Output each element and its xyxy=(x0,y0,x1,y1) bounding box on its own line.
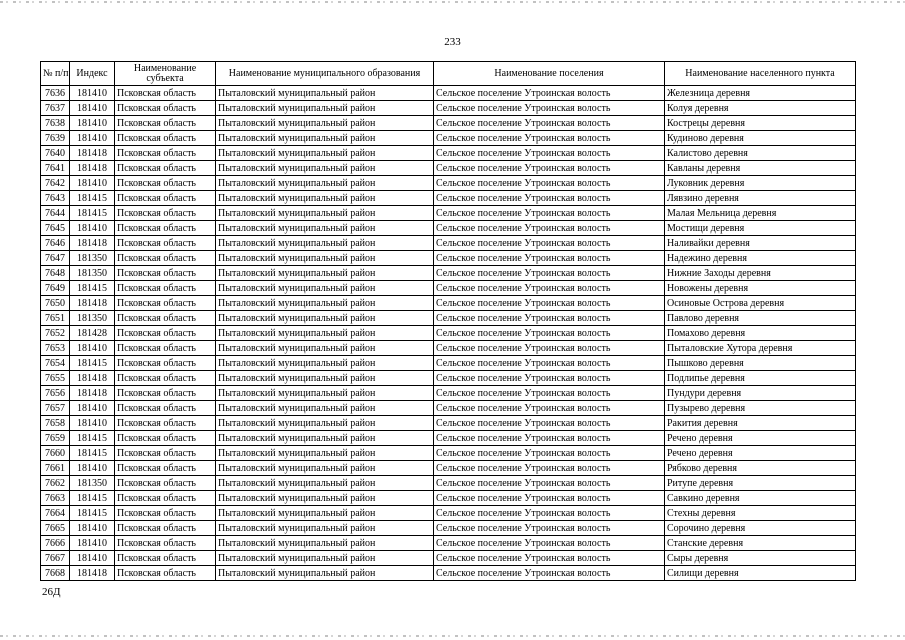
cell-settlement: Сельское поселение Утроинская волость xyxy=(434,536,665,551)
cell-subject: Псковская область xyxy=(115,146,216,161)
cell-subject: Псковская область xyxy=(115,491,216,506)
cell-index: 181410 xyxy=(70,401,115,416)
table-row xyxy=(41,146,856,161)
cell-settlement: Сельское поселение Утроинская волость xyxy=(434,146,665,161)
cell-num: 7663 xyxy=(41,491,70,506)
cell-locality: Пундури деревня xyxy=(665,386,856,401)
cell-settlement: Сельское поселение Утроинская волость xyxy=(434,521,665,536)
cell-index: 181415 xyxy=(70,446,115,461)
table-row xyxy=(41,341,856,356)
cell-locality: Калистово деревня xyxy=(665,146,856,161)
cell-municipality: Пыталовский муниципальный район xyxy=(216,86,434,101)
cell-municipality: Пыталовский муниципальный район xyxy=(216,461,434,476)
cell-municipality: Пыталовский муниципальный район xyxy=(216,176,434,191)
cell-municipality: Пыталовский муниципальный район xyxy=(216,551,434,566)
cell-index: 181418 xyxy=(70,566,115,581)
table-row xyxy=(41,101,856,116)
cell-municipality: Пыталовский муниципальный район xyxy=(216,236,434,251)
cell-index: 181418 xyxy=(70,161,115,176)
cell-num: 7653 xyxy=(41,341,70,356)
cell-settlement: Сельское поселение Утроинская волость xyxy=(434,86,665,101)
cell-locality: Силищи деревня xyxy=(665,566,856,581)
table-row xyxy=(41,416,856,431)
cell-municipality: Пыталовский муниципальный район xyxy=(216,536,434,551)
cell-locality: Речено деревня xyxy=(665,446,856,461)
cell-num: 7662 xyxy=(41,476,70,491)
cell-index: 181415 xyxy=(70,281,115,296)
cell-num: 7648 xyxy=(41,266,70,281)
cell-index: 181410 xyxy=(70,221,115,236)
cell-num: 7644 xyxy=(41,206,70,221)
cell-municipality: Пыталовский муниципальный район xyxy=(216,161,434,176)
cell-subject: Псковская область xyxy=(115,476,216,491)
cell-subject: Псковская область xyxy=(115,191,216,206)
cell-num: 7641 xyxy=(41,161,70,176)
table-row xyxy=(41,86,856,101)
cell-index: 181418 xyxy=(70,296,115,311)
page-number: 233 xyxy=(444,36,461,48)
cell-settlement: Сельское поселение Утроинская волость xyxy=(434,431,665,446)
table-row xyxy=(41,431,856,446)
cell-locality: Нижние Заходы деревня xyxy=(665,266,856,281)
table-row xyxy=(41,311,856,326)
cell-subject: Псковская область xyxy=(115,236,216,251)
cell-municipality: Пыталовский муниципальный район xyxy=(216,146,434,161)
cell-settlement: Сельское поселение Утроинская волость xyxy=(434,416,665,431)
cell-num: 7638 xyxy=(41,116,70,131)
cell-settlement: Сельское поселение Утроинская волость xyxy=(434,206,665,221)
cell-locality: Кудиново деревня xyxy=(665,131,856,146)
cell-index: 181415 xyxy=(70,491,115,506)
cell-municipality: Пыталовский муниципальный район xyxy=(216,311,434,326)
cell-subject: Псковская область xyxy=(115,206,216,221)
cell-locality: Савкино деревня xyxy=(665,491,856,506)
cell-num: 7652 xyxy=(41,326,70,341)
cell-index: 181410 xyxy=(70,341,115,356)
table-row xyxy=(41,266,856,281)
cell-locality: Рябково деревня xyxy=(665,461,856,476)
table-row xyxy=(41,446,856,461)
cell-locality: Пузырево деревня xyxy=(665,401,856,416)
cell-index: 181350 xyxy=(70,311,115,326)
cell-settlement: Сельское поселение Утроинская волость xyxy=(434,101,665,116)
cell-num: 7640 xyxy=(41,146,70,161)
cell-num: 7643 xyxy=(41,191,70,206)
cell-index: 181415 xyxy=(70,191,115,206)
table-row xyxy=(41,521,856,536)
cell-settlement: Сельское поселение Утроинская волость xyxy=(434,236,665,251)
cell-num: 7659 xyxy=(41,431,70,446)
table-row xyxy=(41,386,856,401)
cell-locality: Пыталовские Хутора деревня xyxy=(665,341,856,356)
cell-municipality: Пыталовский муниципальный район xyxy=(216,506,434,521)
cell-settlement: Сельское поселение Утроинская волость xyxy=(434,461,665,476)
table-row xyxy=(41,326,856,341)
cell-locality: Сорочино деревня xyxy=(665,521,856,536)
cell-index: 181415 xyxy=(70,431,115,446)
cell-subject: Псковская область xyxy=(115,431,216,446)
table-row xyxy=(41,281,856,296)
table-row xyxy=(41,551,856,566)
cell-index: 181410 xyxy=(70,116,115,131)
cell-settlement: Сельское поселение Утроинская волость xyxy=(434,476,665,491)
cell-settlement: Сельское поселение Утроинская волость xyxy=(434,131,665,146)
cell-settlement: Сельское поселение Утроинская волость xyxy=(434,326,665,341)
cell-locality: Сыры деревня xyxy=(665,551,856,566)
table-row xyxy=(41,491,856,506)
cell-municipality: Пыталовский муниципальный район xyxy=(216,296,434,311)
footer-note: 26Д xyxy=(42,586,61,598)
cell-settlement: Сельское поселение Утроинская волость xyxy=(434,116,665,131)
cell-subject: Псковская область xyxy=(115,521,216,536)
cell-settlement: Сельское поселение Утроинская волость xyxy=(434,266,665,281)
cell-settlement: Сельское поселение Утроинская волость xyxy=(434,446,665,461)
cell-municipality: Пыталовский муниципальный район xyxy=(216,476,434,491)
cell-municipality: Пыталовский муниципальный район xyxy=(216,281,434,296)
cell-municipality: Пыталовский муниципальный район xyxy=(216,101,434,116)
cell-locality: Ракития деревня xyxy=(665,416,856,431)
cell-num: 7650 xyxy=(41,296,70,311)
cell-num: 7649 xyxy=(41,281,70,296)
cell-num: 7639 xyxy=(41,131,70,146)
header-settlement: Наименование поселения xyxy=(434,62,665,86)
cell-subject: Псковская область xyxy=(115,221,216,236)
cell-locality: Колуя деревня xyxy=(665,101,856,116)
table-row xyxy=(41,221,856,236)
cell-municipality: Пыталовский муниципальный район xyxy=(216,431,434,446)
cell-municipality: Пыталовский муниципальный район xyxy=(216,356,434,371)
cell-locality: Новожены деревня xyxy=(665,281,856,296)
cell-subject: Псковская область xyxy=(115,506,216,521)
cell-locality: Стехны деревня xyxy=(665,506,856,521)
cell-locality: Луковник деревня xyxy=(665,176,856,191)
cell-index: 181418 xyxy=(70,146,115,161)
locality-table xyxy=(40,61,856,581)
table-row xyxy=(41,476,856,491)
cell-settlement: Сельское поселение Утроинская волость xyxy=(434,191,665,206)
cell-subject: Псковская область xyxy=(115,101,216,116)
cell-subject: Псковская область xyxy=(115,176,216,191)
cell-locality: Кострецы деревня xyxy=(665,116,856,131)
cell-settlement: Сельское поселение Утроинская волость xyxy=(434,161,665,176)
header-index: Индекс xyxy=(70,62,115,86)
cell-num: 7665 xyxy=(41,521,70,536)
cell-num: 7660 xyxy=(41,446,70,461)
cell-municipality: Пыталовский муниципальный район xyxy=(216,131,434,146)
cell-subject: Псковская область xyxy=(115,536,216,551)
header-municipality: Наименование муниципального образования xyxy=(216,62,434,86)
cell-index: 181418 xyxy=(70,371,115,386)
cell-index: 181350 xyxy=(70,266,115,281)
cell-num: 7651 xyxy=(41,311,70,326)
cell-municipality: Пыталовский муниципальный район xyxy=(216,326,434,341)
cell-index: 181410 xyxy=(70,536,115,551)
cell-index: 181418 xyxy=(70,236,115,251)
cell-settlement: Сельское поселение Утроинская волость xyxy=(434,251,665,266)
table-row xyxy=(41,251,856,266)
table-row xyxy=(41,536,856,551)
table-row xyxy=(41,206,856,221)
cell-index: 181418 xyxy=(70,386,115,401)
cell-municipality: Пыталовский муниципальный район xyxy=(216,266,434,281)
cell-num: 7667 xyxy=(41,551,70,566)
cell-subject: Псковская область xyxy=(115,371,216,386)
cell-municipality: Пыталовский муниципальный район xyxy=(216,521,434,536)
cell-locality: Речено деревня xyxy=(665,431,856,446)
cell-index: 181410 xyxy=(70,101,115,116)
table-row xyxy=(41,566,856,581)
cell-subject: Псковская область xyxy=(115,386,216,401)
cell-municipality: Пыталовский муниципальный район xyxy=(216,401,434,416)
cell-index: 181410 xyxy=(70,176,115,191)
scan-edge-bottom xyxy=(0,635,905,637)
cell-settlement: Сельское поселение Утроинская волость xyxy=(434,386,665,401)
table-header-row xyxy=(41,62,856,86)
cell-settlement: Сельское поселение Утроинская волость xyxy=(434,221,665,236)
cell-num: 7654 xyxy=(41,356,70,371)
table-row xyxy=(41,506,856,521)
table-row xyxy=(41,176,856,191)
cell-num: 7658 xyxy=(41,416,70,431)
cell-municipality: Пыталовский муниципальный район xyxy=(216,491,434,506)
cell-index: 181410 xyxy=(70,461,115,476)
cell-subject: Псковская область xyxy=(115,251,216,266)
cell-locality: Помахово деревня xyxy=(665,326,856,341)
cell-settlement: Сельское поселение Утроинская волость xyxy=(434,296,665,311)
cell-locality: Пышково деревня xyxy=(665,356,856,371)
cell-municipality: Пыталовский муниципальный район xyxy=(216,416,434,431)
cell-settlement: Сельское поселение Утроинская волость xyxy=(434,341,665,356)
cell-subject: Псковская область xyxy=(115,266,216,281)
cell-municipality: Пыталовский муниципальный район xyxy=(216,566,434,581)
table-body xyxy=(41,86,856,581)
cell-num: 7645 xyxy=(41,221,70,236)
cell-settlement: Сельское поселение Утроинская волость xyxy=(434,401,665,416)
table-row xyxy=(41,401,856,416)
cell-subject: Псковская область xyxy=(115,356,216,371)
cell-locality: Станские деревня xyxy=(665,536,856,551)
header-num: № п/п xyxy=(41,62,70,86)
cell-index: 181415 xyxy=(70,506,115,521)
cell-num: 7646 xyxy=(41,236,70,251)
cell-municipality: Пыталовский муниципальный район xyxy=(216,371,434,386)
cell-subject: Псковская область xyxy=(115,86,216,101)
cell-locality: Павлово деревня xyxy=(665,311,856,326)
cell-locality: Наливайки деревня xyxy=(665,236,856,251)
cell-num: 7636 xyxy=(41,86,70,101)
table-row xyxy=(41,236,856,251)
cell-subject: Псковская область xyxy=(115,341,216,356)
cell-index: 181350 xyxy=(70,251,115,266)
cell-subject: Псковская область xyxy=(115,401,216,416)
cell-subject: Псковская область xyxy=(115,296,216,311)
cell-settlement: Сельское поселение Утроинская волость xyxy=(434,506,665,521)
cell-settlement: Сельское поселение Утроинская волость xyxy=(434,176,665,191)
cell-settlement: Сельское поселение Утроинская волость xyxy=(434,491,665,506)
cell-subject: Псковская область xyxy=(115,131,216,146)
cell-subject: Псковская область xyxy=(115,326,216,341)
cell-index: 181410 xyxy=(70,131,115,146)
table-row xyxy=(41,356,856,371)
cell-locality: Подлипье деревня xyxy=(665,371,856,386)
table-row xyxy=(41,191,856,206)
cell-subject: Псковская область xyxy=(115,311,216,326)
cell-settlement: Сельское поселение Утроинская волость xyxy=(434,566,665,581)
cell-locality: Железница деревня xyxy=(665,86,856,101)
cell-num: 7657 xyxy=(41,401,70,416)
cell-index: 181410 xyxy=(70,416,115,431)
cell-municipality: Пыталовский муниципальный район xyxy=(216,386,434,401)
cell-subject: Псковская область xyxy=(115,461,216,476)
cell-municipality: Пыталовский муниципальный район xyxy=(216,191,434,206)
cell-municipality: Пыталовский муниципальный район xyxy=(216,446,434,461)
table-row xyxy=(41,161,856,176)
cell-locality: Лявзино деревня xyxy=(665,191,856,206)
cell-index: 181410 xyxy=(70,551,115,566)
cell-index: 181415 xyxy=(70,206,115,221)
cell-subject: Псковская область xyxy=(115,161,216,176)
cell-num: 7656 xyxy=(41,386,70,401)
cell-subject: Псковская область xyxy=(115,281,216,296)
cell-index: 181350 xyxy=(70,476,115,491)
cell-num: 7642 xyxy=(41,176,70,191)
cell-municipality: Пыталовский муниципальный район xyxy=(216,221,434,236)
cell-num: 7664 xyxy=(41,506,70,521)
cell-municipality: Пыталовский муниципальный район xyxy=(216,341,434,356)
cell-settlement: Сельское поселение Утроинская волость xyxy=(434,311,665,326)
table-row xyxy=(41,296,856,311)
cell-num: 7666 xyxy=(41,536,70,551)
cell-num: 7637 xyxy=(41,101,70,116)
header-locality: Наименование населенного пункта xyxy=(665,62,856,86)
cell-subject: Псковская область xyxy=(115,566,216,581)
cell-municipality: Пыталовский муниципальный район xyxy=(216,116,434,131)
cell-settlement: Сельское поселение Утроинская волость xyxy=(434,551,665,566)
cell-index: 181428 xyxy=(70,326,115,341)
cell-locality: Кавланы деревня xyxy=(665,161,856,176)
cell-settlement: Сельское поселение Утроинская волость xyxy=(434,356,665,371)
cell-num: 7668 xyxy=(41,566,70,581)
cell-locality: Осиновые Острова деревня xyxy=(665,296,856,311)
table-row xyxy=(41,116,856,131)
table-row xyxy=(41,461,856,476)
cell-num: 7655 xyxy=(41,371,70,386)
table-row xyxy=(41,131,856,146)
cell-num: 7661 xyxy=(41,461,70,476)
cell-index: 181415 xyxy=(70,356,115,371)
cell-index: 181410 xyxy=(70,521,115,536)
cell-municipality: Пыталовский муниципальный район xyxy=(216,206,434,221)
cell-settlement: Сельское поселение Утроинская волость xyxy=(434,281,665,296)
cell-locality: Малая Мельница деревня xyxy=(665,206,856,221)
table-row xyxy=(41,371,856,386)
cell-num: 7647 xyxy=(41,251,70,266)
cell-municipality: Пыталовский муниципальный район xyxy=(216,251,434,266)
cell-locality: Мостищи деревня xyxy=(665,221,856,236)
cell-settlement: Сельское поселение Утроинская волость xyxy=(434,371,665,386)
cell-locality: Ритупе деревня xyxy=(665,476,856,491)
cell-locality: Надежино деревня xyxy=(665,251,856,266)
scan-edge-top xyxy=(0,1,905,3)
cell-subject: Псковская область xyxy=(115,416,216,431)
cell-index: 181410 xyxy=(70,86,115,101)
cell-subject: Псковская область xyxy=(115,116,216,131)
cell-subject: Псковская область xyxy=(115,446,216,461)
header-subject: Наименование субъекта xyxy=(115,62,216,86)
cell-subject: Псковская область xyxy=(115,551,216,566)
